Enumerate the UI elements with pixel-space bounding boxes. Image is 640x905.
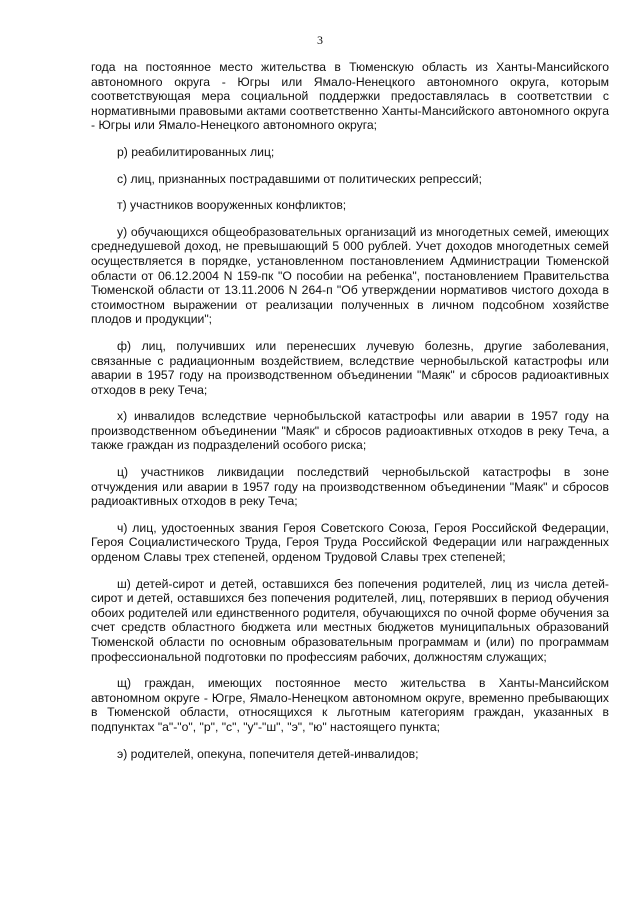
paragraph-continuation: года на постоянное место жительства в Тюменскую область из Ханты-Мансийского автономного округа - Югры или Ямало-Ненецкого автономного округа, которым соответствующая мера социальной поддержки предоставлялась в соответствии с нормативными правовыми актами соответственно Ханты-Мансийского автономного округа - Югры или Ямало-Ненецкого автономного округа; [91, 60, 609, 133]
paragraph-item-t: т) участников вооруженных конфликтов; [117, 198, 347, 213]
paragraph-item-s: с) лиц, признанных пострадавшими от политических репрессий; [117, 171, 482, 186]
paragraph-item-sh: ш) детей-сирот и детей, оставшихся без попечения родителей, лиц из числа детей-сирот и детей, оставшихся без попечения родителей, лиц, потерявших в период обучения обоих родителей или единственного родителя, обучающихся по очной форме обучения за счет средств областного бюджета или местных бюджетов муниципальных образований Тюменской области по основным образовательным программам и (или) по программам профессиональной подготовки по профессиям рабочих, должностям служащих; [91, 576, 609, 664]
paragraph-item-u: у) обучающихся общеобразовательных организаций из многодетных семей, имеющих среднедушевой доход, не превышающий 5 000 рублей. Учет доходов многодетных семей осуществляется в порядке, установленном постановлением Администрации Тюменской области от 06.12.2004 N 159-пк "О пособии на ребенка", постановлением Правительства Тюменской области от 13.11.2006 N 264-п "Об утверждении нормативов чистого дохода в стоимостном выражении от реализации полученных в личном подсобном хозяйстве плодов и продукции"; [91, 224, 609, 327]
paragraph-item-r: р) реабилитированных лиц; [117, 144, 275, 159]
paragraph-item-ch: ч) лиц, удостоенных звания Героя Советского Союза, Героя Российской Федерации, Героя Социалистического Труда, Героя Труда Российской Федерации или награжденных орденом Славы трех степеней, орденом Трудовой Славы трех степеней; [91, 520, 609, 565]
paragraph-item-f: ф) лиц, получивших или перенесших лучевую болезнь, другие заболевания, связанные с радиационным воздействием, вследствие чернобыльской катастрофы или аварии в 1957 году на производственном объединении "Маяк" и сбросов радиоактивных отходов в реку Теча; [91, 338, 609, 397]
paragraph-item-kh: х) инвалидов вследствие чернобыльской катастрофы или аварии в 1957 году на производственном объединении "Маяк" и сбросов радиоактивных отходов в реку Теча, а также граждан из подразделений особого риска; [91, 409, 609, 453]
document-body [91, 60, 609, 773]
paragraph-item-ts: ц) участников ликвидации последствий чернобыльской катастрофы в зоне отчуждения или аварии в 1957 году на производственном объединении "Маяк" и сбросов радиоактивных отходов в реку Теча; [91, 465, 609, 509]
page-number: 3 [317, 33, 323, 47]
paragraph-item-e: э) родителей, опекуна, попечителя детей-инвалидов; [117, 746, 419, 761]
paragraph-item-shch: щ) граждан, имеющих постоянное место жительства в Ханты-Мансийском автономном округе - Югре, Ямало-Ненецком автономном округе, временно пребывающих в Тюменской области, относящихся к льготным категориям граждан, указанных в подпунктах "а"-"о", "р", "с", "у"-"ш", "э", "ю" настоящего пункта; [91, 676, 609, 734]
